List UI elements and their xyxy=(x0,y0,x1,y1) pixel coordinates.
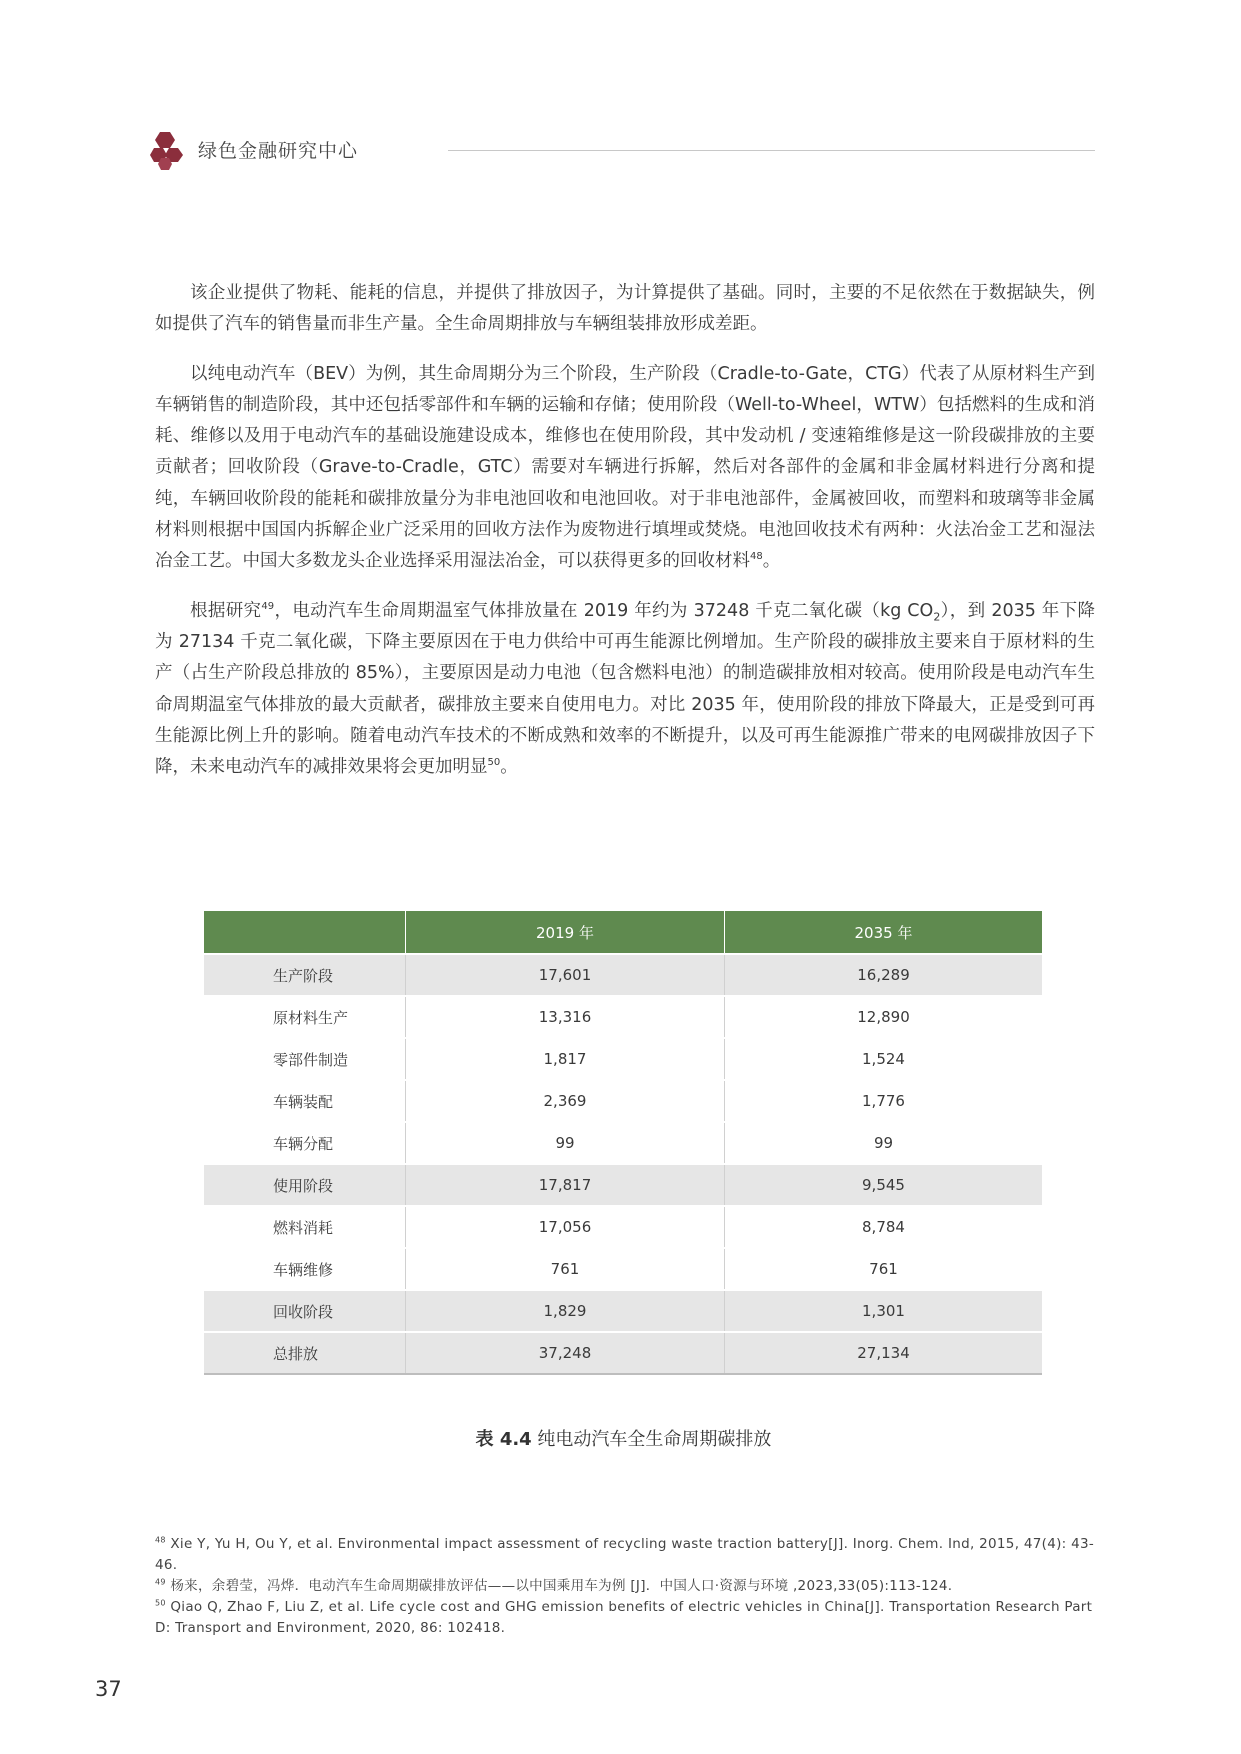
caption-text: 纯电动汽车全生命周期碳排放 xyxy=(531,1429,772,1450)
table-row-total: 总排放 37,248 27,134 xyxy=(204,1332,1042,1374)
footnote-49: $^{49}$ 杨来，余碧莹，冯烨．电动汽车生命周期碳排放评估——以中国乘用车为例 [J]．中国人口·资源与环境 ,2023,33(05):113-124. xyxy=(155,1577,953,1594)
org-name: 绿色金融研究中心 xyxy=(198,140,359,162)
table-row: 车辆装配 2,369 1,776 xyxy=(204,1080,1042,1122)
table-row: 车辆维修 761 761 xyxy=(204,1248,1042,1290)
header-cell-2019: 2019 年 xyxy=(406,911,725,954)
main-text xyxy=(155,278,1095,801)
paragraph-2: 以纯电动汽车（BEV）为例，其生命周期分为三个阶段，生产阶段（Cradle-to-Gate，CTG）代表了从原材料生产到车辆销售的制造阶段，其中还包括零部件和车辆的运输和存储；使用阶段（Well-to-Wheel，WTW）包括燃料的生成和消耗、维修以及用于电动汽车的基础设施建设成本，维修也在使用阶段，其中发动机 / 变速箱维修是这一阶段碳排放的主要贡献者；回收阶段（Grave-to-Cradle，GTC）需要对车辆进行拆解，然后对各部件的金属和非金属材料进行分离和提纯，车辆回收阶段的能耗和碳排放量分为非电池回收和电池回收。对于非电池部件，金属被回收，而塑料和玻璃等非金属材料则根据中国国内拆解企业广泛采用的回收方法作为废物进行填埋或焚烧。电池回收技术有两种：火法冶金工艺和湿法冶金工艺。中国大多数龙头企业选择采用湿法冶金，可以获得更多的回收材料$^{48}$。 xyxy=(155,363,1095,572)
table-row: 燃料消耗 17,056 8,784 xyxy=(204,1206,1042,1248)
footnote-ref-50: 50 xyxy=(487,757,501,769)
table-row: 生产阶段 17,601 16,289 xyxy=(204,954,1042,996)
emissions-table xyxy=(204,911,1042,1375)
caption-label: 表 4.4 xyxy=(475,1429,532,1450)
footnotes xyxy=(155,1534,1095,1639)
footnote-50: $^{50}$ Qiao Q, Zhao F, Liu Z, et al. Life cycle cost and GHG emission benefits of electric vehicles in China[J]. Transportation Research Part D: Transport and Environment, 2020, 86: 102418. xyxy=(155,1598,1093,1636)
table-row: 车辆分配 99 99 xyxy=(204,1122,1042,1164)
header-cell-2035: 2035 年 xyxy=(725,911,1043,954)
hexagon-logo-icon xyxy=(150,132,184,170)
page-header xyxy=(150,128,1095,172)
footnote-ref-49: 49 xyxy=(261,600,275,612)
table-row: 原材料生产 13,316 12,890 xyxy=(204,996,1042,1038)
page-number: 37 xyxy=(95,1677,122,1701)
footnote-48: $^{48}$ Xie Y, Yu H, Ou Y, et al. Environmental impact assessment of recycling waste traction battery[J]. Inorg. Chem. Ind, 2015, 47(4): 43-46. xyxy=(155,1535,1095,1573)
table-row: 使用阶段 17,817 9,545 xyxy=(204,1164,1042,1206)
table-caption xyxy=(0,1425,1241,1451)
paragraph-1: 该企业提供了物耗、能耗的信息，并提供了排放因子，为计算提供了基础。同时，主要的不足依然在于数据缺失，例如提供了汽车的销售量而非生产量。全生命周期排放与车辆组装排放形成差距。 xyxy=(155,283,1095,335)
paragraph-3: 根据研究$^{49}$，电动汽车生命周期温室气体排放量在 2019 年约为 37248 千克二氧化碳（kg $CO_2$），到 2035 年下降为 27134 千克二氧化碳，下降主要原因在于电力供给中可再生能源比例增加。生产阶段的碳排放主要来自于原材料的生产（占生产阶段总排放的 85%），主要原因是动力电池（包含燃料电池）的制造碳排放相对较高。使用阶段是电动汽车生命周期温室气体排放的最大贡献者，碳排放主要来自使用电力。对比 2035 年，使用阶段的排放下降最大，正是受到可再生能源比例上升的影响。随着电动汽车技术的不断成熟和效率的不断提升，以及可再生能源推广带来的电网碳排放因子下降，未来电动汽车的减排效果将会更加明显$^{50}$。 xyxy=(155,600,1095,778)
footnote-ref-48: 48 xyxy=(750,551,763,563)
header-cell-empty xyxy=(204,911,406,954)
table-header-row xyxy=(204,911,1042,954)
header-divider xyxy=(448,150,1095,151)
table-row: 零部件制造 1,817 1,524 xyxy=(204,1038,1042,1080)
table-row: 回收阶段 1,829 1,301 xyxy=(204,1290,1042,1332)
